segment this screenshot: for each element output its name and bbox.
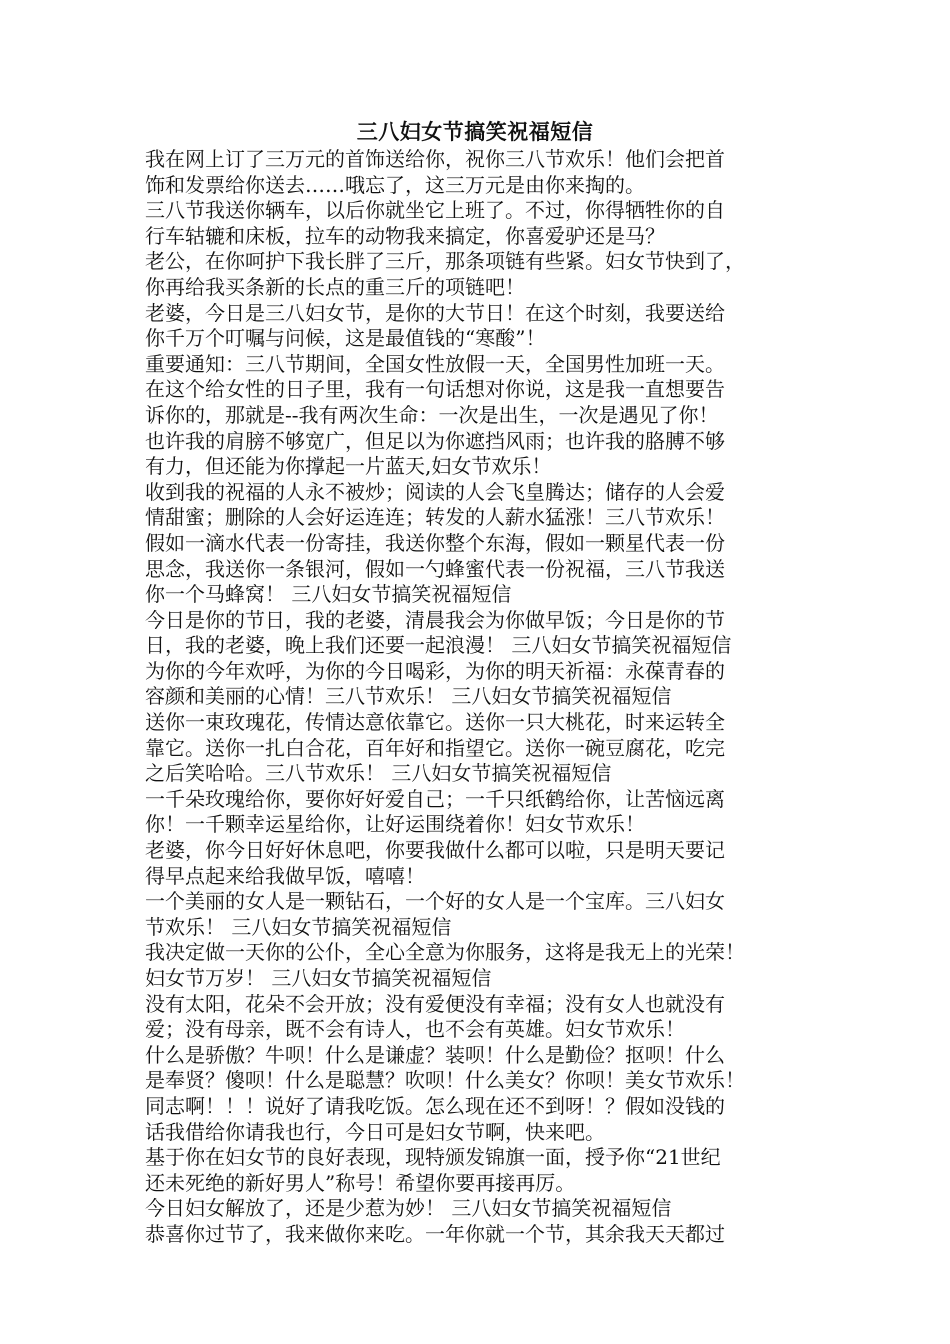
- text-line: 恭喜你过节了，我来做你来吃。一年你就一个节，其余我天天都过: [145, 1221, 725, 1246]
- text-line: 一个美丽的女人是一颗钻石，一个好的女人是一个宝库。三八妇女: [145, 889, 725, 914]
- text-line: 送你一束玫瑰花，传情达意依靠它。送你一只大桃花，时来运转全: [145, 710, 725, 735]
- text-line: 今日妇女解放了，还是少惹为妙！ 三八妇女节搞笑祝福短信: [145, 1196, 672, 1221]
- text-line: 同志啊！！！说好了请我吃饭。怎么现在还不到呀！？假如没钱的: [145, 1093, 725, 1118]
- text-line: 是奉贤？傻呗！什么是聪慧？吹呗！什么美女？你呗！美女节欢乐！: [145, 1068, 745, 1093]
- text-line: 我在网上订了三万元的首饰送给你，祝你三八节欢乐！他们会把首: [145, 147, 725, 171]
- text-line: 老婆，你今日好好休息吧，你要我做什么都可以啦，只是明天要记: [145, 838, 725, 863]
- text-line: 今日是你的节日，我的老婆，清晨我会为你做早饭；今日是你的节: [145, 607, 725, 632]
- text-line: 饰和发票给你送去……哦忘了，这三万元是由你来掏的。: [145, 172, 645, 197]
- document-body: [145, 147, 815, 1248]
- text-line: 没有太阳，花朵不会开放；没有爱便没有幸福；没有女人也就没有: [145, 991, 725, 1016]
- text-line: 思念，我送你一条银河，假如一勺蜂蜜代表一份祝福，三八节我送: [145, 556, 725, 581]
- text-line: 日，我的老婆，晚上我们还要一起浪漫！ 三八妇女节搞笑祝福短信: [145, 633, 732, 658]
- text-line: 为你的今年欢呼，为你的今日喝彩，为你的明天祈福：永葆青春的: [145, 658, 725, 683]
- text-line: 情甜蜜；删除的人会好运连连；转发的人薪水猛涨！三八节欢乐！: [145, 505, 725, 530]
- text-line: 还未死绝的新好男人”称号！希望你要再接再厉。: [145, 1170, 576, 1195]
- text-line: 有力，但还能为你撑起一片蓝天,妇女节欢乐！: [145, 454, 552, 479]
- text-line: 基于你在妇女节的良好表现，现特颁发锦旗一面，授予你“21世纪: [145, 1145, 721, 1170]
- text-line: 收到我的祝福的人永不被炒；阅读的人会飞皇腾达；储存的人会爱: [145, 479, 725, 504]
- document-title: 三八妇女节搞笑祝福短信: [356, 119, 594, 144]
- text-line: 得早点起来给我做早饭，嘻嘻！: [145, 863, 425, 888]
- text-line: 你！一千颗幸运星给你，让好运围绕着你！妇女节欢乐！: [145, 812, 645, 837]
- text-line: 也许我的肩膀不够宽广，但足以为你遮挡风雨；也许我的胳膊不够: [145, 428, 725, 453]
- text-line: 容颜和美丽的心情！三八节欢乐！ 三八妇女节搞笑祝福短信: [145, 684, 672, 709]
- text-line: 在这个给女性的日子里，我有一句话想对你说，这是我一直想要告: [145, 377, 725, 402]
- text-line: 你千万个叮嘱与问候，这是最值钱的“寒酸”！: [145, 326, 546, 351]
- text-line: 一千朵玫瑰给你，要你好好爱自己；一千只纸鹤给你，让苦恼远离: [145, 786, 725, 811]
- text-line: 什么是骄傲？牛呗！什么是谦虚？装呗！什么是勤俭？抠呗！什么: [145, 1042, 725, 1067]
- text-line: 之后笑哈哈。三八节欢乐！ 三八妇女节搞笑祝福短信: [145, 761, 612, 786]
- text-line: 我决定做一天你的公仆，全心全意为你服务，这将是我无上的光荣！: [145, 940, 745, 965]
- text-line: 你一个马蜂窝！ 三八妇女节搞笑祝福短信: [145, 582, 512, 607]
- text-line: 三八节我送你辆车，以后你就坐它上班了。不过，你得牺牲你的自: [145, 198, 725, 223]
- text-line: 行车轱辘和床板，拉车的动物我来搞定，你喜爱驴还是马？: [145, 223, 665, 248]
- text-line: 话我借给你请我也行，今日可是妇女节啊，快来吧。: [145, 1119, 605, 1144]
- text-line: 老公，在你呵护下我长胖了三斤，那条项链有些紧。妇女节快到了，: [145, 249, 745, 274]
- text-line: 重要通知：三八节期间，全国女性放假一天，全国男性加班一天。: [145, 351, 725, 376]
- text-line: 节欢乐！ 三八妇女节搞笑祝福短信: [145, 914, 452, 939]
- text-line: 假如一滴水代表一份寄挂，我送你整个东海，假如一颗星代表一份: [145, 530, 725, 555]
- text-line: 爱；没有母亲，既不会有诗人，也不会有英雄。妇女节欢乐！: [145, 1017, 685, 1042]
- text-line: 诉你的，那就是--我有两次生命：一次是出生，一次是遇见了你！: [145, 402, 719, 427]
- text-line: 靠它。送你一扎白合花，百年好和指望它。送你一碗豆腐花，吃完: [145, 735, 725, 760]
- text-line: 你再给我买条新的长点的重三斤的项链吧！: [145, 274, 525, 299]
- text-line: 老婆，今日是三八妇女节，是你的大节日！在这个时刻，我要送给: [145, 300, 725, 325]
- text-line: 妇女节万岁！ 三八妇女节搞笑祝福短信: [145, 966, 492, 990]
